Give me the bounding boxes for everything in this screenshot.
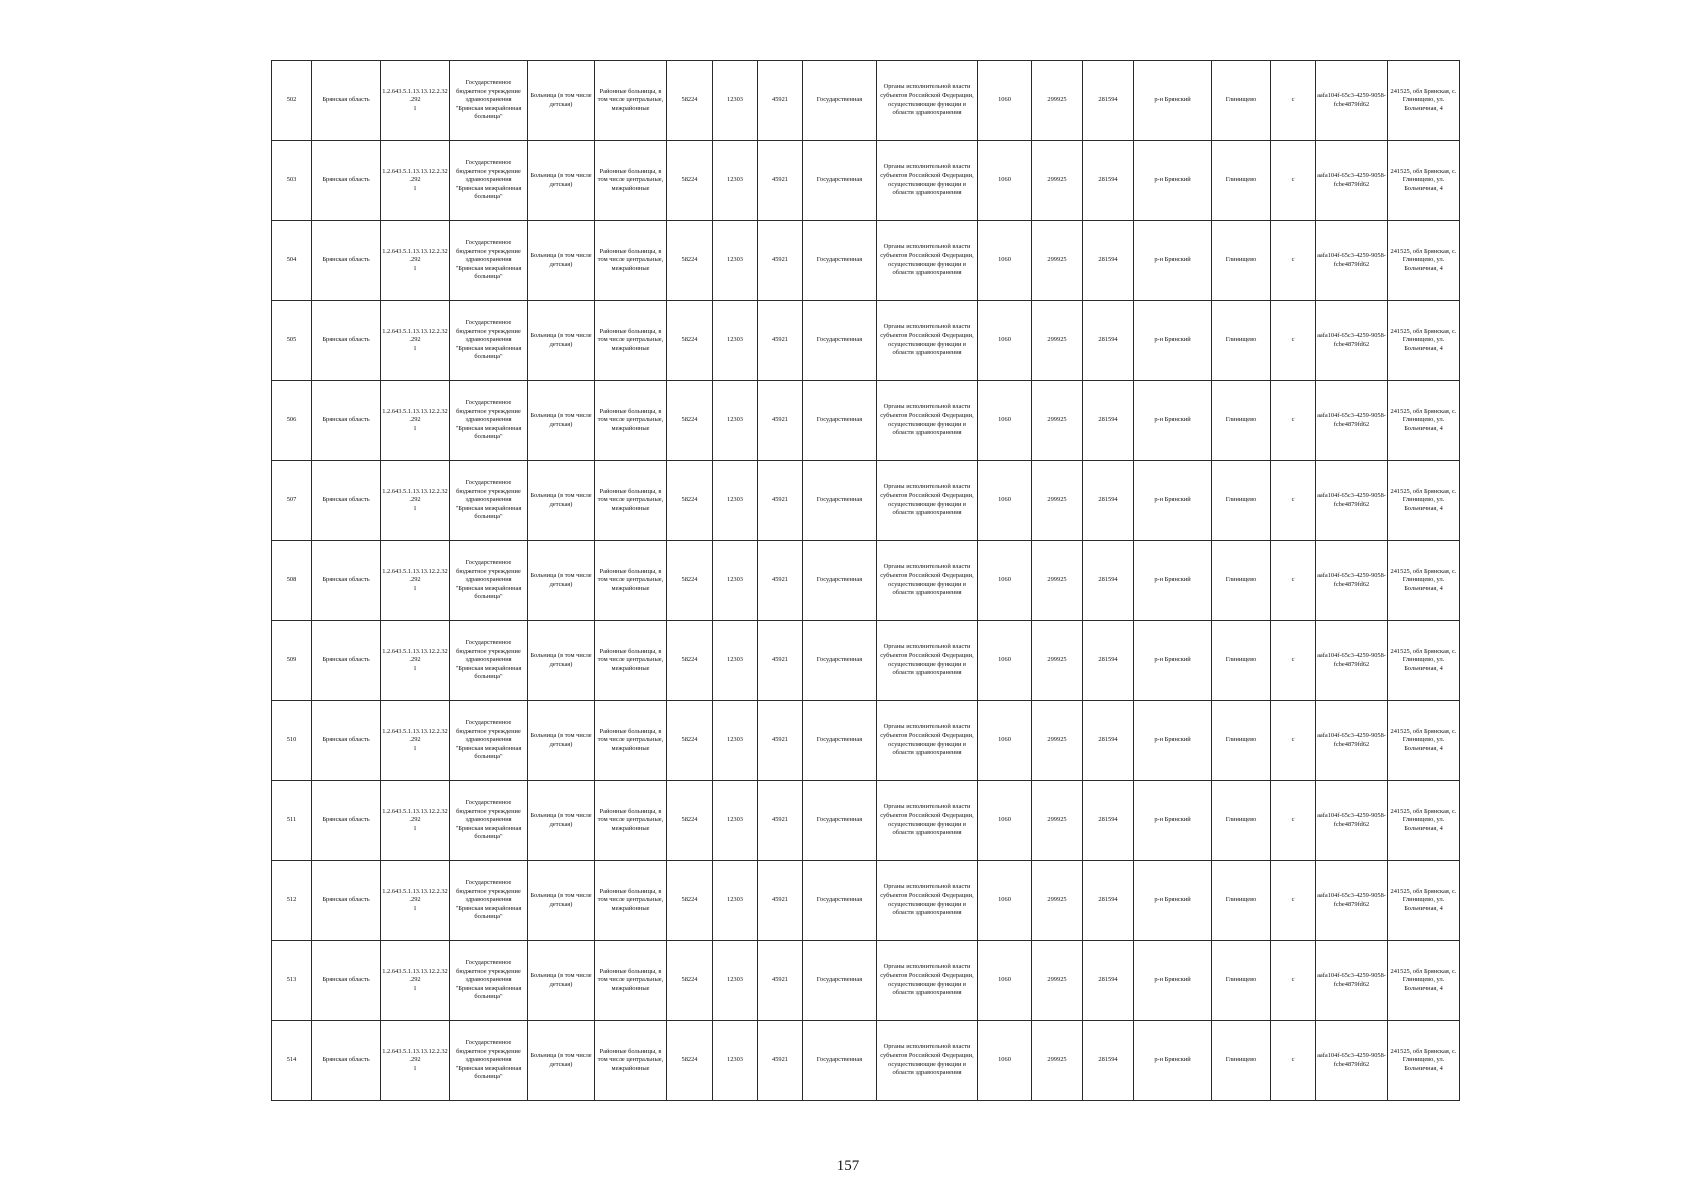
cell-district: р-н Брянский [1134, 1021, 1212, 1101]
cell-value-6: 281594 [1083, 861, 1134, 941]
cell-value-2: 12303 [713, 301, 758, 381]
cell-value-2: 12303 [713, 541, 758, 621]
cell-facility-type: Больница (в том числе детская) [528, 301, 595, 381]
cell-district: р-н Брянский [1134, 621, 1212, 701]
cell-facility-kind: Районные больницы, в том числе центральные, межрайонные [595, 301, 667, 381]
table-row [272, 301, 1460, 381]
cell-organization-name: Государственное бюджетное учреждение здравоохранения "Брянская межрайонная больница" [450, 461, 528, 541]
cell-facility-type: Больница (в том числе детская) [528, 861, 595, 941]
cell-value-2: 12303 [713, 781, 758, 861]
cell-fias-guid: aafa104f-65c3-4259-9058-fcbe4879fd62 [1316, 301, 1388, 381]
table-row [272, 461, 1460, 541]
cell-facility-kind: Районные больницы, в том числе центральные, межрайонные [595, 61, 667, 141]
cell-settlement: Глинищево [1212, 701, 1271, 781]
cell-facility-kind: Районные больницы, в том числе центральные, межрайонные [595, 861, 667, 941]
cell-value-2: 12303 [713, 861, 758, 941]
cell-fias-guid: aafa104f-65c3-4259-9058-fcbe4879fd62 [1316, 701, 1388, 781]
table-row [272, 781, 1460, 861]
cell-value-1: 58224 [667, 141, 713, 221]
cell-value-5: 299925 [1032, 461, 1083, 541]
cell-settlement-type: с [1271, 701, 1316, 781]
cell-authority: Органы исполнительной власти субъектов Российской Федерации, осуществляющие функции в области здравоохранения [877, 301, 978, 381]
cell-ownership: Государственная [803, 621, 877, 701]
cell-value-1: 58224 [667, 61, 713, 141]
cell-organization-name: Государственное бюджетное учреждение здравоохранения "Брянская межрайонная больница" [450, 541, 528, 621]
cell-organization-name: Государственное бюджетное учреждение здравоохранения "Брянская межрайонная больница" [450, 701, 528, 781]
cell-settlement: Глинищево [1212, 1021, 1271, 1101]
cell-fias-guid: aafa104f-65c3-4259-9058-fcbe4879fd62 [1316, 461, 1388, 541]
cell-region: Брянская область [312, 381, 381, 461]
cell-region: Брянская область [312, 701, 381, 781]
cell-row-number: 505 [272, 301, 312, 381]
cell-region: Брянская область [312, 941, 381, 1021]
cell-row-number: 503 [272, 141, 312, 221]
cell-region: Брянская область [312, 141, 381, 221]
cell-value-5: 299925 [1032, 621, 1083, 701]
cell-value-4: 1060 [978, 861, 1032, 941]
cell-ownership: Государственная [803, 541, 877, 621]
cell-settlement: Глинищево [1212, 621, 1271, 701]
cell-address: 241525, обл Брянская, с. Глинищево, ул. Больничная, 4 [1388, 381, 1460, 461]
cell-fias-guid: aafa104f-65c3-4259-9058-fcbe4879fd62 [1316, 61, 1388, 141]
cell-organization-name: Государственное бюджетное учреждение здравоохранения "Брянская межрайонная больница" [450, 781, 528, 861]
cell-ownership: Государственная [803, 381, 877, 461]
cell-organization-name: Государственное бюджетное учреждение здравоохранения "Брянская межрайонная больница" [450, 621, 528, 701]
cell-authority: Органы исполнительной власти субъектов Российской Федерации, осуществляющие функции в области здравоохранения [877, 861, 978, 941]
cell-value-1: 58224 [667, 461, 713, 541]
cell-value-6: 281594 [1083, 701, 1134, 781]
table-row [272, 61, 1460, 141]
cell-ownership: Государственная [803, 61, 877, 141]
cell-value-4: 1060 [978, 301, 1032, 381]
cell-authority: Органы исполнительной власти субъектов Российской Федерации, осуществляющие функции в области здравоохранения [877, 61, 978, 141]
cell-value-2: 12303 [713, 141, 758, 221]
cell-facility-type: Больница (в том числе детская) [528, 381, 595, 461]
cell-value-4: 1060 [978, 781, 1032, 861]
cell-facility-type: Больница (в том числе детская) [528, 701, 595, 781]
cell-authority: Органы исполнительной власти субъектов Российской Федерации, осуществляющие функции в области здравоохранения [877, 1021, 978, 1101]
cell-value-3: 45921 [758, 61, 803, 141]
cell-value-4: 1060 [978, 221, 1032, 301]
cell-value-1: 58224 [667, 1021, 713, 1101]
cell-oid-code: 1.2.643.5.1.13.13.12.2.32.292 1 [381, 301, 450, 381]
cell-settlement-type: с [1271, 861, 1316, 941]
cell-oid-code: 1.2.643.5.1.13.13.12.2.32.292 1 [381, 1021, 450, 1101]
cell-value-1: 58224 [667, 781, 713, 861]
cell-settlement-type: с [1271, 61, 1316, 141]
cell-organization-name: Государственное бюджетное учреждение здравоохранения "Брянская межрайонная больница" [450, 861, 528, 941]
cell-authority: Органы исполнительной власти субъектов Российской Федерации, осуществляющие функции в области здравоохранения [877, 381, 978, 461]
cell-facility-kind: Районные больницы, в том числе центральные, межрайонные [595, 781, 667, 861]
cell-region: Брянская область [312, 781, 381, 861]
cell-row-number: 514 [272, 1021, 312, 1101]
cell-region: Брянская область [312, 861, 381, 941]
cell-organization-name: Государственное бюджетное учреждение здравоохранения "Брянская межрайонная больница" [450, 941, 528, 1021]
cell-settlement: Глинищево [1212, 541, 1271, 621]
cell-facility-type: Больница (в том числе детская) [528, 461, 595, 541]
cell-region: Брянская область [312, 621, 381, 701]
table-row [272, 1021, 1460, 1101]
cell-facility-kind: Районные больницы, в том числе центральные, межрайонные [595, 541, 667, 621]
cell-value-2: 12303 [713, 461, 758, 541]
cell-address: 241525, обл Брянская, с. Глинищево, ул. Больничная, 4 [1388, 1021, 1460, 1101]
cell-settlement-type: с [1271, 301, 1316, 381]
cell-value-6: 281594 [1083, 541, 1134, 621]
cell-value-6: 281594 [1083, 381, 1134, 461]
cell-value-5: 299925 [1032, 541, 1083, 621]
cell-oid-code: 1.2.643.5.1.13.13.12.2.32.292 1 [381, 621, 450, 701]
cell-value-1: 58224 [667, 621, 713, 701]
cell-value-1: 58224 [667, 861, 713, 941]
cell-settlement: Глинищево [1212, 221, 1271, 301]
cell-value-4: 1060 [978, 461, 1032, 541]
cell-value-1: 58224 [667, 301, 713, 381]
cell-settlement: Глинищево [1212, 941, 1271, 1021]
cell-facility-kind: Районные больницы, в том числе центральные, межрайонные [595, 141, 667, 221]
cell-value-1: 58224 [667, 541, 713, 621]
cell-value-5: 299925 [1032, 141, 1083, 221]
cell-facility-kind: Районные больницы, в том числе центральные, межрайонные [595, 381, 667, 461]
cell-value-6: 281594 [1083, 781, 1134, 861]
cell-ownership: Государственная [803, 941, 877, 1021]
cell-district: р-н Брянский [1134, 861, 1212, 941]
cell-district: р-н Брянский [1134, 301, 1212, 381]
cell-district: р-н Брянский [1134, 781, 1212, 861]
cell-row-number: 513 [272, 941, 312, 1021]
cell-fias-guid: aafa104f-65c3-4259-9058-fcbe4879fd62 [1316, 781, 1388, 861]
cell-value-6: 281594 [1083, 61, 1134, 141]
cell-value-3: 45921 [758, 381, 803, 461]
cell-oid-code: 1.2.643.5.1.13.13.12.2.32.292 1 [381, 61, 450, 141]
cell-value-5: 299925 [1032, 701, 1083, 781]
cell-authority: Органы исполнительной власти субъектов Российской Федерации, осуществляющие функции в области здравоохранения [877, 541, 978, 621]
cell-address: 241525, обл Брянская, с. Глинищево, ул. Больничная, 4 [1388, 61, 1460, 141]
cell-oid-code: 1.2.643.5.1.13.13.12.2.32.292 1 [381, 381, 450, 461]
cell-district: р-н Брянский [1134, 61, 1212, 141]
cell-value-5: 299925 [1032, 301, 1083, 381]
cell-row-number: 502 [272, 61, 312, 141]
cell-value-3: 45921 [758, 301, 803, 381]
cell-value-3: 45921 [758, 621, 803, 701]
cell-authority: Органы исполнительной власти субъектов Российской Федерации, осуществляющие функции в области здравоохранения [877, 941, 978, 1021]
cell-oid-code: 1.2.643.5.1.13.13.12.2.32.292 1 [381, 141, 450, 221]
cell-settlement: Глинищево [1212, 61, 1271, 141]
cell-row-number: 504 [272, 221, 312, 301]
cell-facility-type: Больница (в том числе детская) [528, 781, 595, 861]
cell-value-3: 45921 [758, 1021, 803, 1101]
cell-address: 241525, обл Брянская, с. Глинищево, ул. Больничная, 4 [1388, 941, 1460, 1021]
cell-value-4: 1060 [978, 141, 1032, 221]
cell-facility-type: Больница (в том числе детская) [528, 541, 595, 621]
page-number: 157 [836, 1158, 860, 1174]
cell-value-5: 299925 [1032, 221, 1083, 301]
cell-value-5: 299925 [1032, 941, 1083, 1021]
cell-facility-type: Больница (в том числе детская) [528, 141, 595, 221]
cell-row-number: 507 [272, 461, 312, 541]
cell-value-5: 299925 [1032, 381, 1083, 461]
cell-region: Брянская область [312, 61, 381, 141]
cell-row-number: 509 [272, 621, 312, 701]
cell-address: 241525, обл Брянская, с. Глинищево, ул. Больничная, 4 [1388, 861, 1460, 941]
cell-ownership: Государственная [803, 221, 877, 301]
cell-fias-guid: aafa104f-65c3-4259-9058-fcbe4879fd62 [1316, 381, 1388, 461]
cell-value-2: 12303 [713, 61, 758, 141]
cell-oid-code: 1.2.643.5.1.13.13.12.2.32.292 1 [381, 221, 450, 301]
cell-region: Брянская область [312, 221, 381, 301]
cell-ownership: Государственная [803, 861, 877, 941]
cell-value-3: 45921 [758, 941, 803, 1021]
cell-value-1: 58224 [667, 941, 713, 1021]
table-row [272, 621, 1460, 701]
cell-address: 241525, обл Брянская, с. Глинищево, ул. Больничная, 4 [1388, 621, 1460, 701]
cell-settlement-type: с [1271, 541, 1316, 621]
cell-value-2: 12303 [713, 701, 758, 781]
cell-fias-guid: aafa104f-65c3-4259-9058-fcbe4879fd62 [1316, 621, 1388, 701]
cell-oid-code: 1.2.643.5.1.13.13.12.2.32.292 1 [381, 701, 450, 781]
cell-settlement-type: с [1271, 381, 1316, 461]
cell-oid-code: 1.2.643.5.1.13.13.12.2.32.292 1 [381, 781, 450, 861]
cell-settlement-type: с [1271, 141, 1316, 221]
cell-value-4: 1060 [978, 61, 1032, 141]
cell-row-number: 506 [272, 381, 312, 461]
cell-fias-guid: aafa104f-65c3-4259-9058-fcbe4879fd62 [1316, 941, 1388, 1021]
cell-value-6: 281594 [1083, 301, 1134, 381]
cell-facility-type: Больница (в том числе детская) [528, 941, 595, 1021]
cell-authority: Органы исполнительной власти субъектов Российской Федерации, осуществляющие функции в области здравоохранения [877, 781, 978, 861]
cell-ownership: Государственная [803, 461, 877, 541]
registry-sheet [271, 60, 1459, 1101]
registry-rows [272, 61, 1460, 1101]
table-row [272, 941, 1460, 1021]
cell-district: р-н Брянский [1134, 541, 1212, 621]
cell-authority: Органы исполнительной власти субъектов Российской Федерации, осуществляющие функции в области здравоохранения [877, 221, 978, 301]
cell-row-number: 508 [272, 541, 312, 621]
cell-address: 241525, обл Брянская, с. Глинищево, ул. Больничная, 4 [1388, 781, 1460, 861]
table-row [272, 541, 1460, 621]
cell-settlement: Глинищево [1212, 141, 1271, 221]
cell-value-5: 299925 [1032, 861, 1083, 941]
cell-facility-type: Больница (в том числе детская) [528, 61, 595, 141]
cell-district: р-н Брянский [1134, 941, 1212, 1021]
cell-value-3: 45921 [758, 861, 803, 941]
cell-value-1: 58224 [667, 381, 713, 461]
cell-value-2: 12303 [713, 381, 758, 461]
cell-organization-name: Государственное бюджетное учреждение здравоохранения "Брянская межрайонная больница" [450, 1021, 528, 1101]
cell-settlement: Глинищево [1212, 781, 1271, 861]
cell-value-3: 45921 [758, 701, 803, 781]
cell-fias-guid: aafa104f-65c3-4259-9058-fcbe4879fd62 [1316, 141, 1388, 221]
cell-settlement-type: с [1271, 781, 1316, 861]
cell-settlement-type: с [1271, 1021, 1316, 1101]
cell-facility-kind: Районные больницы, в том числе центральные, межрайонные [595, 701, 667, 781]
table-row [272, 861, 1460, 941]
cell-value-4: 1060 [978, 1021, 1032, 1101]
cell-fias-guid: aafa104f-65c3-4259-9058-fcbe4879fd62 [1316, 541, 1388, 621]
cell-value-3: 45921 [758, 141, 803, 221]
cell-oid-code: 1.2.643.5.1.13.13.12.2.32.292 1 [381, 461, 450, 541]
cell-facility-type: Больница (в том числе детская) [528, 1021, 595, 1101]
cell-address: 241525, обл Брянская, с. Глинищево, ул. Больничная, 4 [1388, 141, 1460, 221]
cell-organization-name: Государственное бюджетное учреждение здравоохранения "Брянская межрайонная больница" [450, 381, 528, 461]
table-row [272, 381, 1460, 461]
cell-value-6: 281594 [1083, 461, 1134, 541]
cell-facility-kind: Районные больницы, в том числе центральные, межрайонные [595, 1021, 667, 1101]
table-row [272, 141, 1460, 221]
cell-facility-kind: Районные больницы, в том числе центральные, межрайонные [595, 621, 667, 701]
cell-settlement: Глинищево [1212, 381, 1271, 461]
cell-fias-guid: aafa104f-65c3-4259-9058-fcbe4879fd62 [1316, 221, 1388, 301]
cell-value-2: 12303 [713, 221, 758, 301]
cell-value-2: 12303 [713, 941, 758, 1021]
cell-row-number: 510 [272, 701, 312, 781]
cell-facility-type: Больница (в том числе детская) [528, 621, 595, 701]
cell-row-number: 511 [272, 781, 312, 861]
cell-region: Брянская область [312, 461, 381, 541]
registry-table [271, 60, 1460, 1101]
cell-facility-kind: Районные больницы, в том числе центральные, межрайонные [595, 221, 667, 301]
cell-value-2: 12303 [713, 1021, 758, 1101]
cell-settlement: Глинищево [1212, 461, 1271, 541]
cell-value-5: 299925 [1032, 61, 1083, 141]
cell-settlement: Глинищево [1212, 861, 1271, 941]
cell-settlement-type: с [1271, 221, 1316, 301]
cell-fias-guid: aafa104f-65c3-4259-9058-fcbe4879fd62 [1316, 1021, 1388, 1101]
cell-value-5: 299925 [1032, 1021, 1083, 1101]
cell-value-3: 45921 [758, 221, 803, 301]
cell-settlement-type: с [1271, 461, 1316, 541]
table-row [272, 221, 1460, 301]
cell-ownership: Государственная [803, 141, 877, 221]
cell-row-number: 512 [272, 861, 312, 941]
cell-authority: Органы исполнительной власти субъектов Российской Федерации, осуществляющие функции в области здравоохранения [877, 461, 978, 541]
cell-ownership: Государственная [803, 781, 877, 861]
cell-facility-type: Больница (в том числе детская) [528, 221, 595, 301]
cell-value-4: 1060 [978, 701, 1032, 781]
cell-authority: Органы исполнительной власти субъектов Российской Федерации, осуществляющие функции в области здравоохранения [877, 141, 978, 221]
cell-value-6: 281594 [1083, 621, 1134, 701]
cell-organization-name: Государственное бюджетное учреждение здравоохранения "Брянская межрайонная больница" [450, 61, 528, 141]
cell-value-4: 1060 [978, 541, 1032, 621]
cell-district: р-н Брянский [1134, 701, 1212, 781]
cell-settlement-type: с [1271, 941, 1316, 1021]
cell-value-2: 12303 [713, 621, 758, 701]
cell-district: р-н Брянский [1134, 461, 1212, 541]
cell-value-4: 1060 [978, 621, 1032, 701]
cell-value-1: 58224 [667, 221, 713, 301]
cell-settlement: Глинищево [1212, 301, 1271, 381]
cell-region: Брянская область [312, 541, 381, 621]
cell-facility-kind: Районные больницы, в том числе центральные, межрайонные [595, 461, 667, 541]
cell-address: 241525, обл Брянская, с. Глинищево, ул. Больничная, 4 [1388, 221, 1460, 301]
cell-oid-code: 1.2.643.5.1.13.13.12.2.32.292 1 [381, 541, 450, 621]
cell-value-6: 281594 [1083, 941, 1134, 1021]
cell-address: 241525, обл Брянская, с. Глинищево, ул. Больничная, 4 [1388, 461, 1460, 541]
cell-ownership: Государственная [803, 701, 877, 781]
cell-value-3: 45921 [758, 541, 803, 621]
cell-region: Брянская область [312, 1021, 381, 1101]
cell-district: р-н Брянский [1134, 381, 1212, 461]
cell-ownership: Государственная [803, 301, 877, 381]
table-row [272, 701, 1460, 781]
cell-region: Брянская область [312, 301, 381, 381]
cell-authority: Органы исполнительной власти субъектов Российской Федерации, осуществляющие функции в области здравоохранения [877, 621, 978, 701]
cell-fias-guid: aafa104f-65c3-4259-9058-fcbe4879fd62 [1316, 861, 1388, 941]
cell-value-1: 58224 [667, 701, 713, 781]
cell-value-6: 281594 [1083, 221, 1134, 301]
cell-oid-code: 1.2.643.5.1.13.13.12.2.32.292 1 [381, 861, 450, 941]
cell-authority: Органы исполнительной власти субъектов Российской Федерации, осуществляющие функции в области здравоохранения [877, 701, 978, 781]
cell-district: р-н Брянский [1134, 141, 1212, 221]
cell-organization-name: Государственное бюджетное учреждение здравоохранения "Брянская межрайонная больница" [450, 221, 528, 301]
cell-value-6: 281594 [1083, 141, 1134, 221]
cell-facility-kind: Районные больницы, в том числе центральные, межрайонные [595, 941, 667, 1021]
cell-value-4: 1060 [978, 381, 1032, 461]
cell-organization-name: Государственное бюджетное учреждение здравоохранения "Брянская межрайонная больница" [450, 301, 528, 381]
cell-value-3: 45921 [758, 781, 803, 861]
cell-value-6: 281594 [1083, 1021, 1134, 1101]
cell-ownership: Государственная [803, 1021, 877, 1101]
cell-settlement-type: с [1271, 621, 1316, 701]
cell-value-3: 45921 [758, 461, 803, 541]
cell-address: 241525, обл Брянская, с. Глинищево, ул. Больничная, 4 [1388, 541, 1460, 621]
cell-value-4: 1060 [978, 941, 1032, 1021]
cell-address: 241525, обл Брянская, с. Глинищево, ул. Больничная, 4 [1388, 701, 1460, 781]
cell-district: р-н Брянский [1134, 221, 1212, 301]
cell-value-5: 299925 [1032, 781, 1083, 861]
cell-address: 241525, обл Брянская, с. Глинищево, ул. Больничная, 4 [1388, 301, 1460, 381]
cell-organization-name: Государственное бюджетное учреждение здравоохранения "Брянская межрайонная больница" [450, 141, 528, 221]
cell-oid-code: 1.2.643.5.1.13.13.12.2.32.292 1 [381, 941, 450, 1021]
